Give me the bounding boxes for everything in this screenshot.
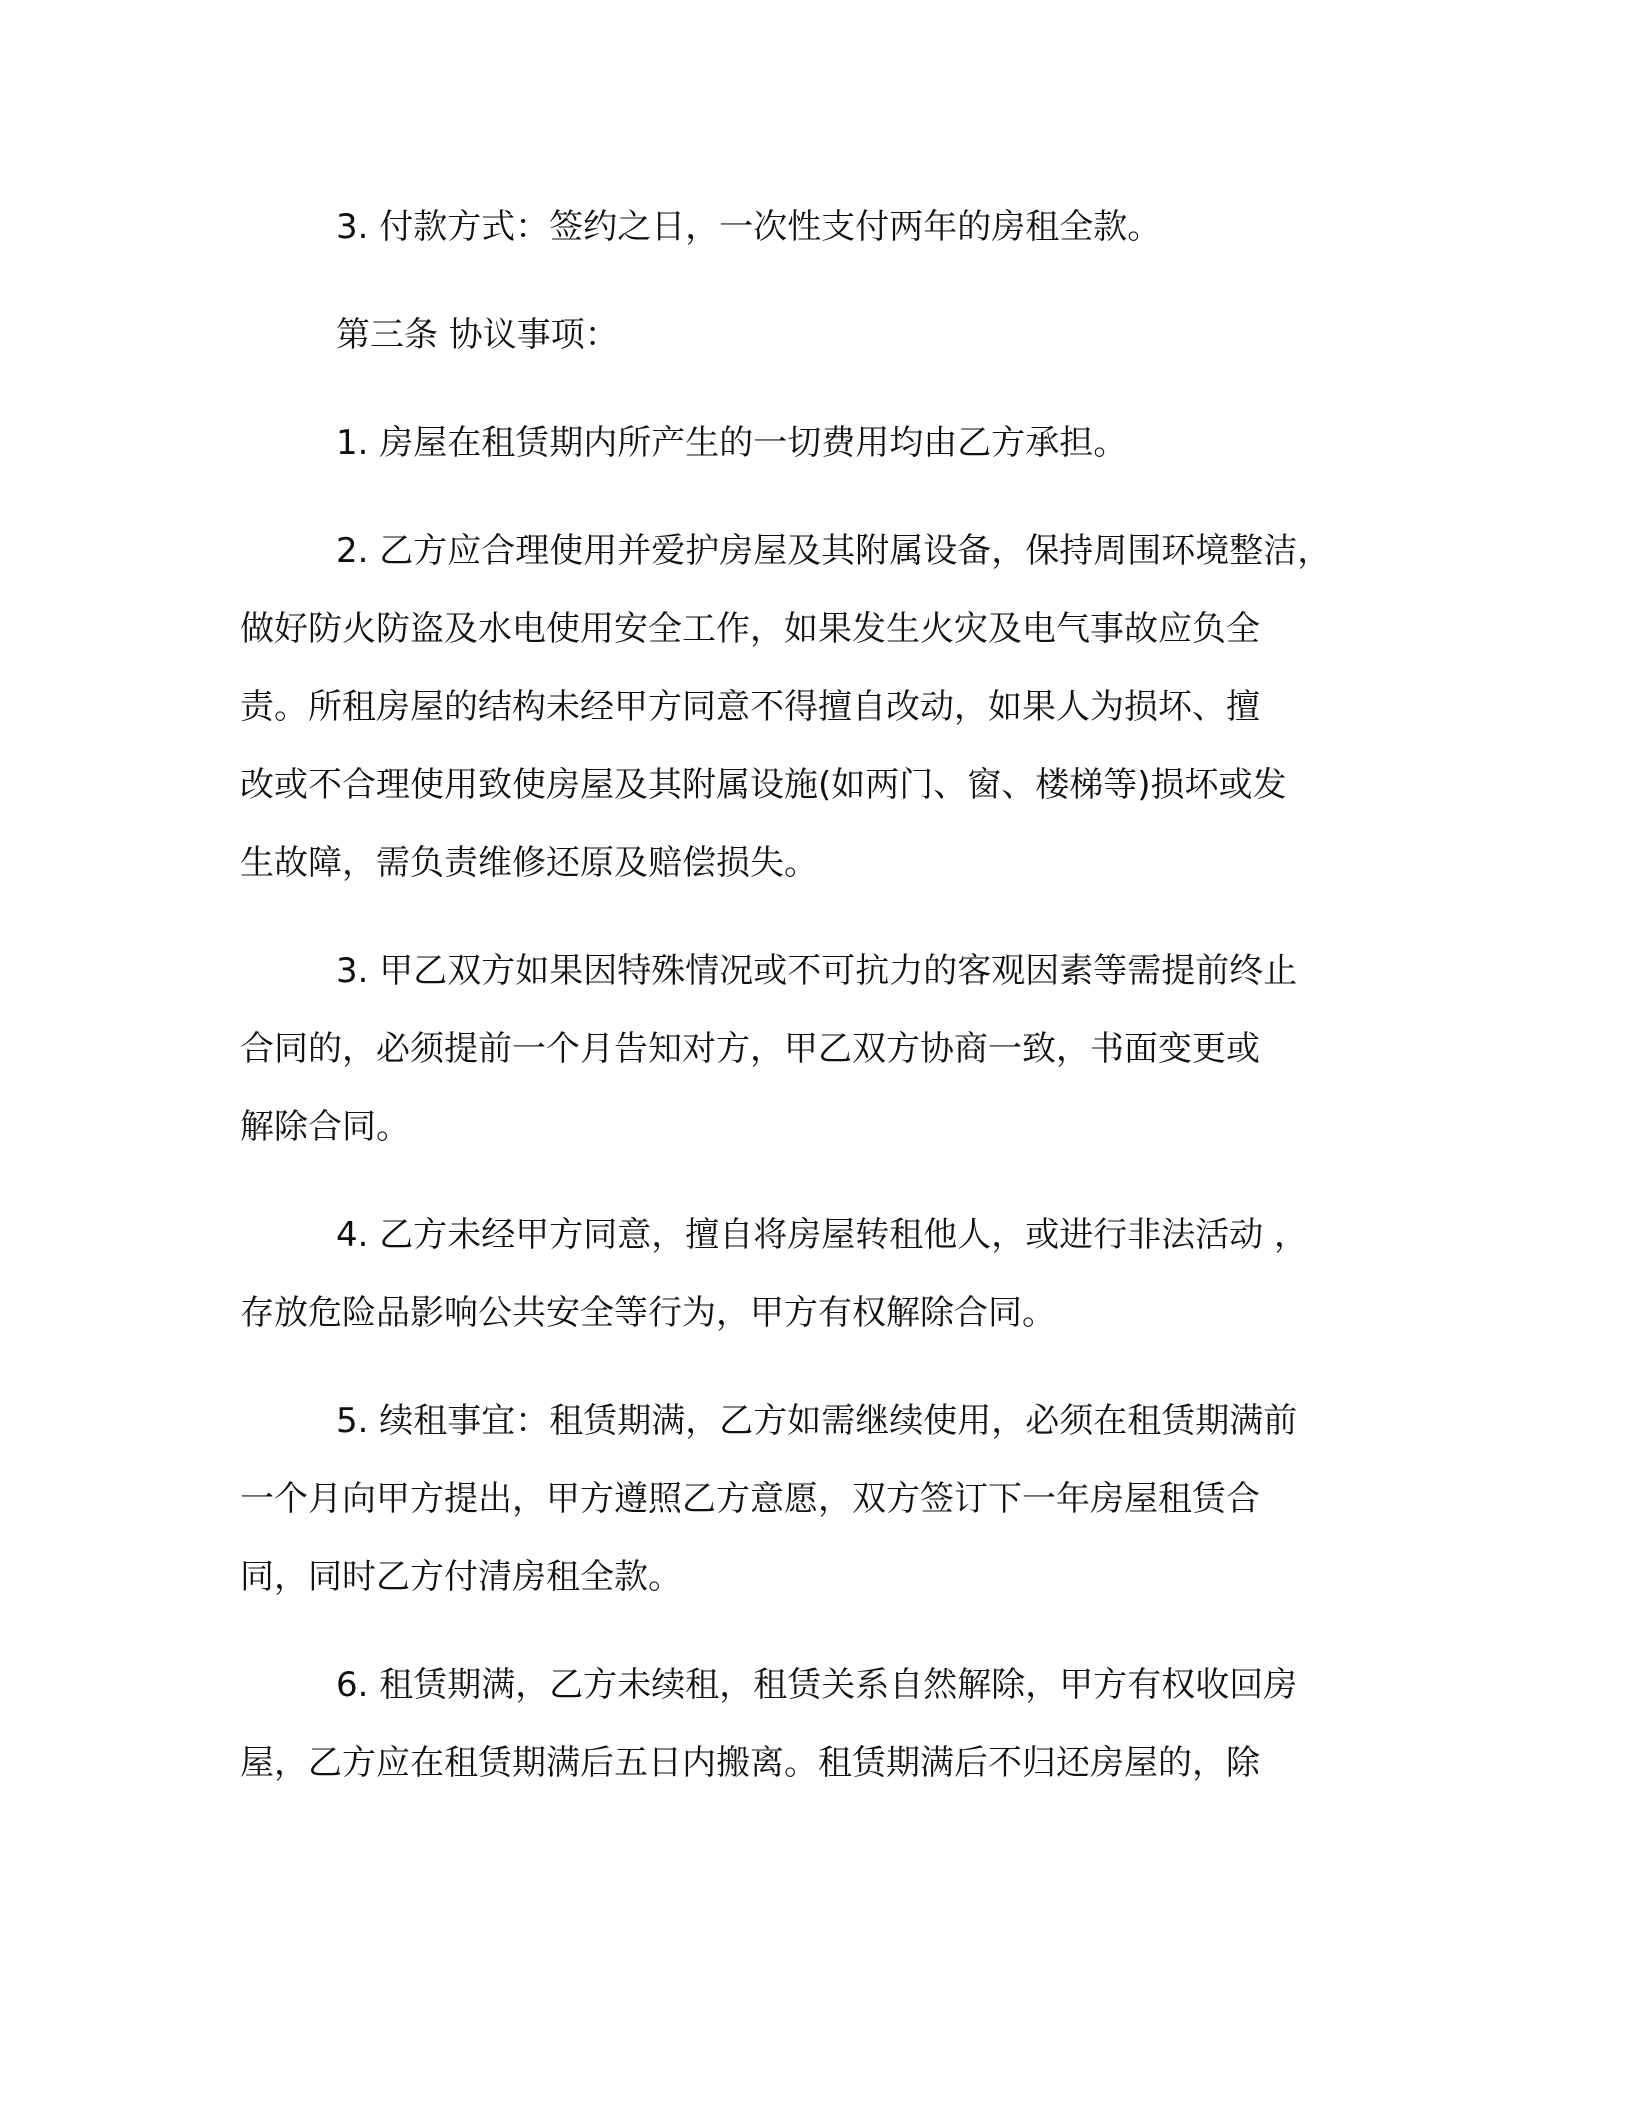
paragraph-clause-5 (240, 1382, 1420, 1616)
text-line: 5. 续租事宜：租赁期满，乙方如需继续使用，必须在租赁期满前 (336, 1401, 1298, 1441)
paragraph-clause-4 (240, 1196, 1420, 1352)
text-line: 生故障，需负责维修还原及赔偿损失。 (240, 843, 818, 883)
paragraph-clause-2 (240, 512, 1420, 902)
paragraph-clause-1 (240, 404, 1420, 482)
text-line: 一个月向甲方提出，甲方遵照乙方意愿，双方签订下一年房屋租赁合 (240, 1479, 1260, 1519)
text-line: 同，同时乙方付清房租全款。 (240, 1557, 682, 1597)
paragraph-clause-3 (240, 932, 1420, 1166)
text-line: 解除合同。 (240, 1107, 410, 1147)
text-line: 3. 付款方式：签约之日，一次性支付两年的房租全款。 (336, 207, 1162, 247)
paragraph-clause-6 (240, 1646, 1420, 1802)
text-line: 2. 乙方应合理使用并爱护房屋及其附属设备，保持周围环境整洁， (336, 531, 1332, 571)
text-line: 改或不合理使用致使房屋及其附属设施(如两门、窗、楼梯等)损坏或发 (240, 765, 1287, 805)
text-line: 6. 租赁期满，乙方未续租，租赁关系自然解除，甲方有权收回房 (336, 1665, 1298, 1705)
text-line: 存放危险品影响公共安全等行为，甲方有权解除合同。 (240, 1293, 1056, 1333)
text-line: 责。所租房屋的结构未经甲方同意不得擅自改动，如果人为损坏、擅 (240, 687, 1260, 727)
text-line: 合同的，必须提前一个月告知对方，甲乙双方协商一致，书面变更或 (240, 1029, 1260, 1069)
text-line: 屋，乙方应在租赁期满后五日内搬离。租赁期满后不归还房屋的，除 (240, 1743, 1260, 1783)
text-line: 做好防火防盗及水电使用安全工作，如果发生火灾及电气事故应负全 (240, 609, 1260, 649)
text-line: 4. 乙方未经甲方同意，擅自将房屋转租他人，或进行非法活动 ， (336, 1215, 1309, 1255)
section-heading-article-3 (240, 296, 1420, 374)
text-line: 3. 甲乙双方如果因特殊情况或不可抗力的客观因素等需提前终止 (336, 951, 1298, 991)
paragraph-payment-method (240, 188, 1420, 266)
text-line: 1. 房屋在租赁期内所产生的一切费用均由乙方承担。 (336, 423, 1128, 463)
document-page (240, 188, 1420, 1802)
text-line: 第三条 协议事项： (336, 315, 619, 355)
